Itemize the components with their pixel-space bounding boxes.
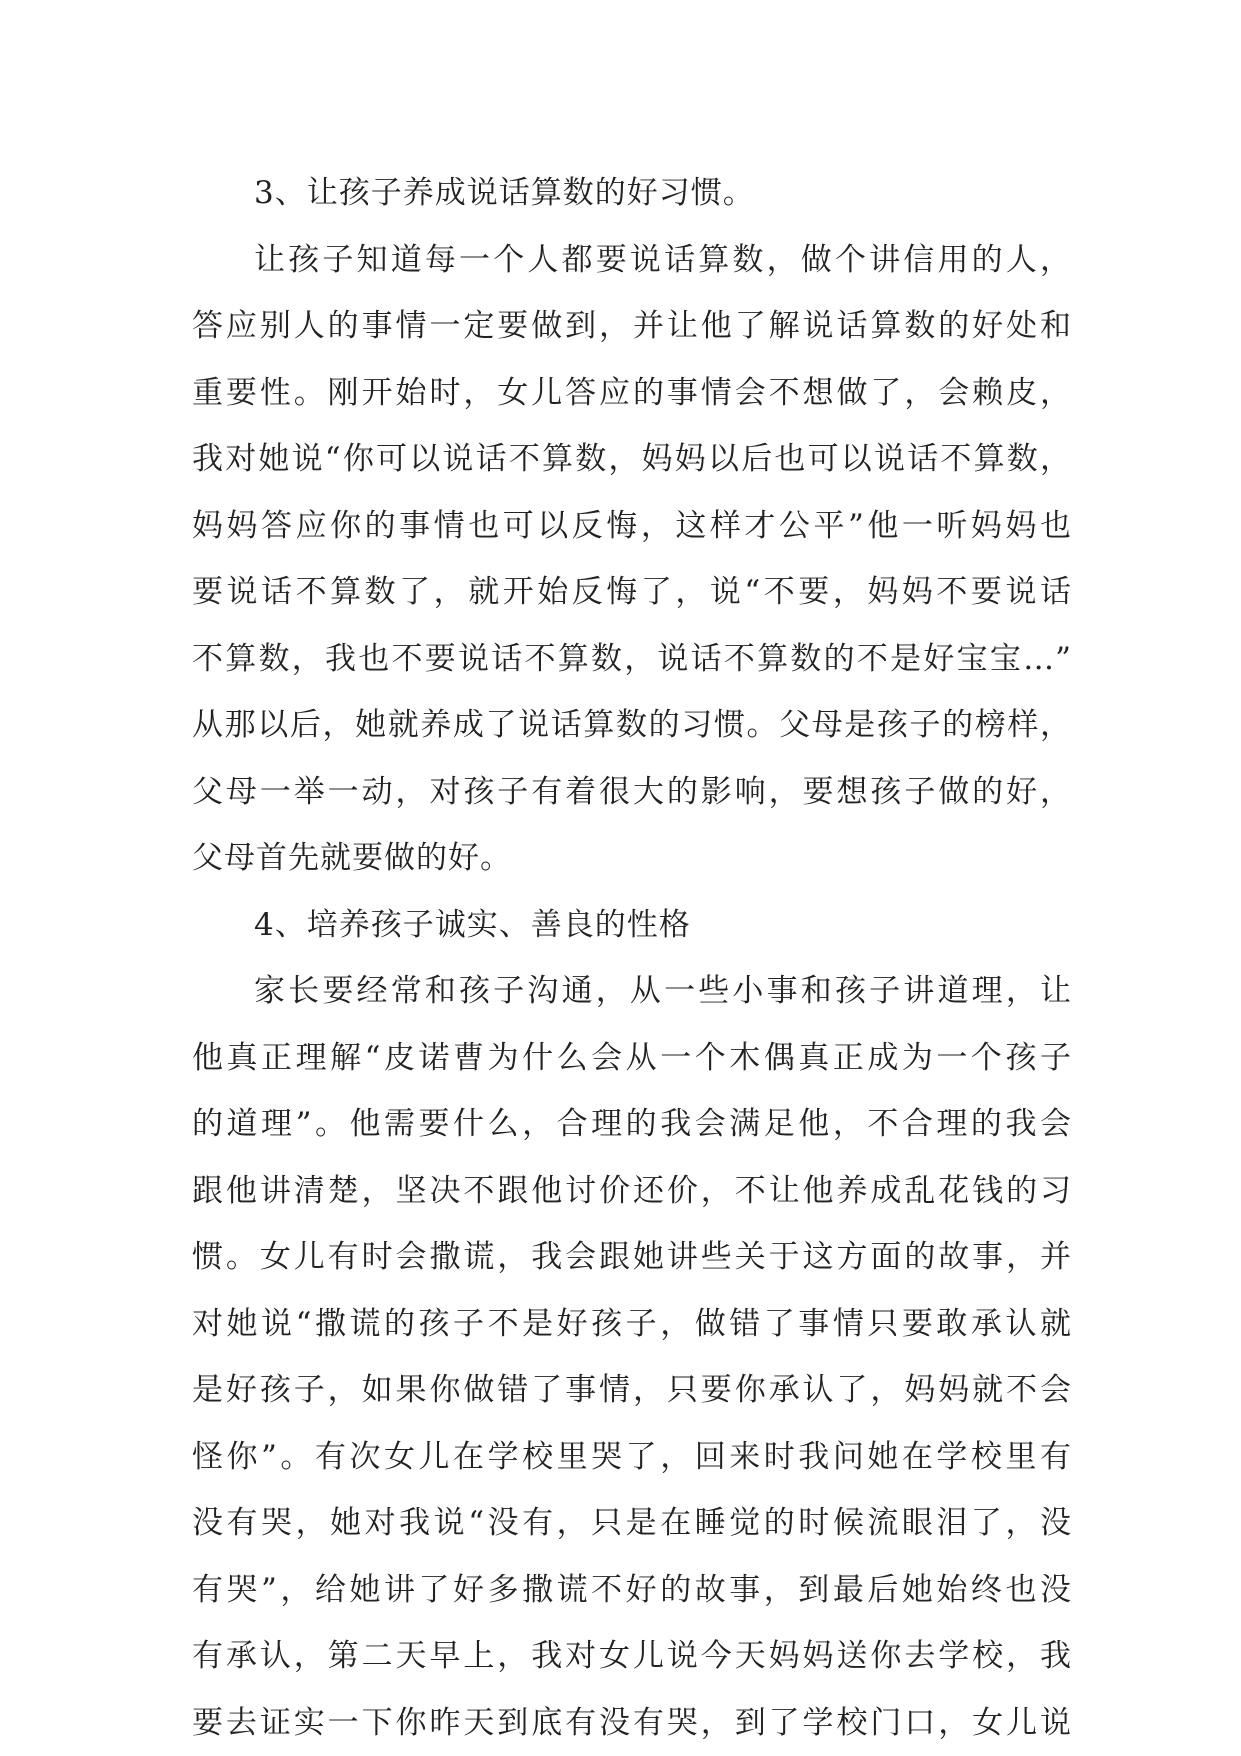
text-line: 我对她说“你可以说话不算数，妈妈以后也可以说话不算数， bbox=[192, 426, 1072, 493]
text-line: 父母一举一动，对孩子有着很大的影响，要想孩子做的好， bbox=[192, 759, 1072, 826]
text-line: 对她说“撒谎的孩子不是好孩子，做错了事情只要敢承认就 bbox=[192, 1291, 1072, 1358]
text-line: 答应别人的事情一定要做到，并让他了解说话算数的好处和 bbox=[192, 293, 1072, 360]
text-line: 有承认，第二天早上，我对女儿说今天妈妈送你去学校，我 bbox=[192, 1623, 1072, 1690]
text-line: 是好孩子，如果你做错了事情，只要你承认了，妈妈就不会 bbox=[192, 1357, 1072, 1424]
text-line: 的道理”。他需要什么，合理的我会满足他，不合理的我会 bbox=[192, 1091, 1072, 1158]
text-line: 重要性。刚开始时，女儿答应的事情会不想做了，会赖皮， bbox=[192, 360, 1072, 427]
text-line: 跟他讲清楚，坚决不跟他讨价还价，不让他养成乱花钱的习 bbox=[192, 1158, 1072, 1225]
text-line: 让孩子知道每一个人都要说话算数，做个讲信用的人， bbox=[192, 227, 1072, 294]
text-line: 有哭”，给她讲了好多撒谎不好的故事，到最后她始终也没 bbox=[192, 1557, 1072, 1624]
text-line: 他真正理解“皮诺曹为什么会从一个木偶真正成为一个孩子 bbox=[192, 1025, 1072, 1092]
section-heading-4: 4、培养孩子诚实、善良的性格 bbox=[192, 892, 1072, 959]
text-line: 要去证实一下你昨天到底有没有哭，到了学校门口，女儿说 bbox=[192, 1690, 1072, 1756]
section-heading-3: 3、让孩子养成说话算数的好习惯。 bbox=[192, 160, 1072, 227]
text-line: 从那以后，她就养成了说话算数的习惯。父母是孩子的榜样， bbox=[192, 692, 1072, 759]
text-line: 不算数，我也不要说话不算数，说话不算数的不是好宝宝…” bbox=[192, 626, 1072, 693]
text-line: 怪你”。有次女儿在学校里哭了，回来时我问她在学校里有 bbox=[192, 1424, 1072, 1491]
text-line: 没有哭，她对我说“没有，只是在睡觉的时候流眼泪了，没 bbox=[192, 1490, 1072, 1557]
text-line: 惯。女儿有时会撒谎，我会跟她讲些关于这方面的故事，并 bbox=[192, 1224, 1072, 1291]
body-text bbox=[192, 160, 1072, 1756]
text-line: 家长要经常和孩子沟通，从一些小事和孩子讲道理，让 bbox=[192, 958, 1072, 1025]
text-line: 要说话不算数了，就开始反悔了，说“不要，妈妈不要说话 bbox=[192, 559, 1072, 626]
text-line: 妈妈答应你的事情也可以反悔，这样才公平”他一听妈妈也 bbox=[192, 493, 1072, 560]
text-line: 父母首先就要做的好。 bbox=[192, 825, 1072, 892]
